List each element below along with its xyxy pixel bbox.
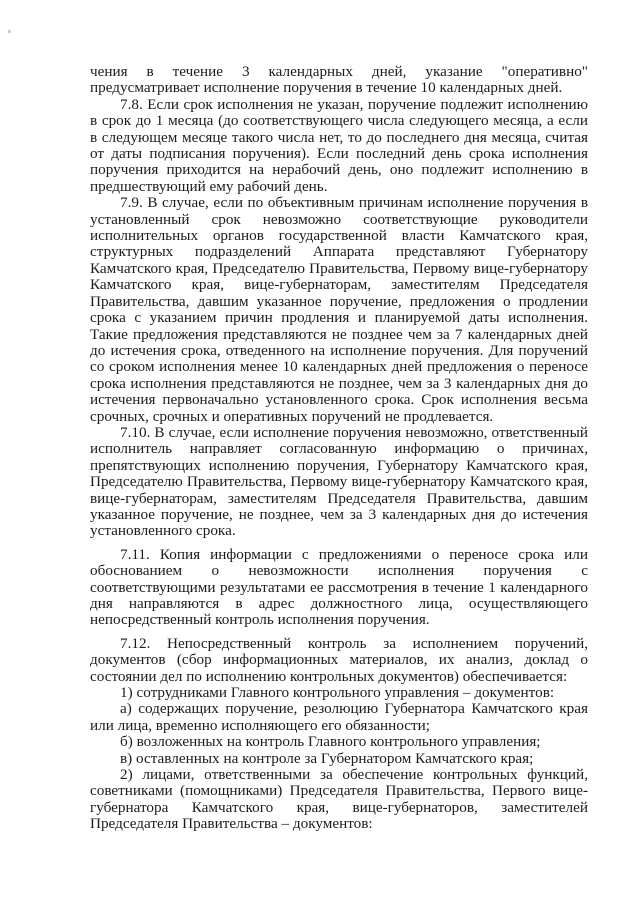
scan-mark (8, 30, 11, 33)
list-item-1: 1) сотрудниками Главного контрольного управления – документов: (120, 684, 555, 702)
list-item-1b: б) возложенных на контроль Главного контрольного управления; (120, 733, 541, 751)
paragraph-7-8: 7.8. Если срок исполнения не указан, поручение подлежит исполнению в срок до 1 месяца (до соответствующего числа следующего месяца, а если в следующем месяце такого числа нет, то до последнего дня месяца, считая от даты подписания поручения). Если последний день срока исполнения поручения приходится на нерабочий день, оно подлежит исполнению в предшествующий ему рабочий день. (90, 95, 588, 195)
document-body (90, 64, 588, 833)
paragraph-7-9: 7.9. В случае, если по объективным причинам исполнение поручения в установленный срок невозможно соответствующие руководители исполнительных органов государственной власти Камчатского края, структурных подразделений Аппарата представляют Губернатору Камчатского края, Председателю Правительства, Первому вице-губернатору Камчатского края, вице-губернаторам, заместителям Председателя Правительства, давшим указанное поручение, предложения о продлении срока с указанием причин продления и планируемой даты исполнения. Такие предложения представляются не позднее чем за 7 календарных дней до истечения срока, отведенного на исполнение поручения. Для поручений со сроком исполнения менее 10 календарных дней предложения о переносе срока исполнения представляются не позднее, чем за 3 календарных дня до истечения первоначально установленного срока. Срок исполнения весьма срочных, срочных и оперативных поручений не продлевается. (90, 194, 588, 425)
list-item-2: 2) лицами, ответственными за обеспечение контрольных функций, советниками (помощниками) Председателя Правительства, Первого вице-губернатора Камчатского края, вице-губернаторов, заместителей Председателя Правительства – документов: (90, 766, 588, 833)
paragraph-7-11: 7.11. Копия информации с предложениями о переносе срока или обоснованием о невозможности исполнения поручения с соответствующими результатами ее рассмотрения в течение 1 календарного дня направляются в адрес должностного лица, осуществляющего непосредственный контроль исполнения поручения. (90, 545, 588, 629)
list-item-1a: а) содержащих поручение, резолюцию Губернатора Камчатского края или лица, временно исполняющего его обязанности; (90, 700, 588, 734)
paragraph-7-10: 7.10. В случае, если исполнение поручения невозможно, ответственный исполнитель направляет согласованную информацию о причинах, препятствующих исполнению поручения, Губернатору Камчатского края, Председателю Правительства, Первому вице-губернатору Камчатского края, вице-губернаторам, заместителям Председателя Правительства, давшим указанное поручение, не позднее, чем за 3 календарных дня до истечения установленного срока. (90, 423, 588, 540)
list-item-1c: в) оставленных на контроле за Губернатором Камчатского края; (120, 749, 534, 767)
paragraph-7-7-continuation: чения в течение 3 календарных дней, указание "оперативно" предусматривает исполнение поручения в течение 10 календарных дней. (90, 63, 588, 97)
paragraph-7-12: 7.12. Непосредственный контроль за исполнением поручений, документов (сбор информационных материалов, их анализ, доклад о состоянии дел по исполнению контрольных документов) обеспечивается: (90, 634, 588, 685)
